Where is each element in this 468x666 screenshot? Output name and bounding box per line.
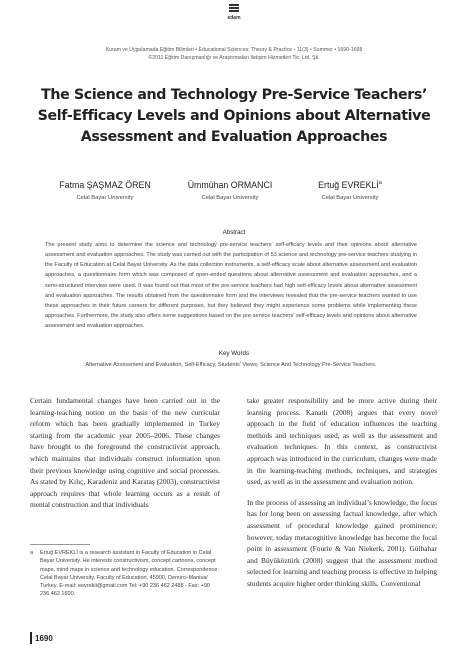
author-1	[55, 180, 155, 190]
article-title	[30, 85, 438, 148]
abstract-text: The present study aims to determine the science and technology pre-service teachers’ self-efficacy levels and their opinions about alternative assessment and evaluation approaches. The study was carried out with the participation of 53 science and technology pre-service teachers studying in the Faculty of Education at Celal Bayar University. As the data collection instruments, a self-efficacy scale about alternative assessment and evaluation approaches, a questionnaire form which was composed of open-ended questions about alternative assessment and evaluation approaches, and a semi-structured interview were used. It was found out that most of the pre-service teachers had high self-efficacy levels about alternative assessment and evaluation approaches. The results obtained from the questionnaire form and the interviews revealed that the pre-service teachers wanted to use these approaches in their future careers for different purposes, but they believed they might experience some problems while implementing these approaches. Furthermore, the study also offers some suggestions based on the pre-service teachers’ self-efficacy levels and opinions about alternative assessment and evaluation approaches.	[45, 242, 417, 330]
keywords-heading: Key Words	[218, 350, 250, 357]
author-footnote	[30, 549, 220, 599]
author-2-affiliation: Celal Bayar University	[201, 195, 259, 201]
page-number-bar	[30, 632, 32, 644]
abstract-heading: Abstract	[222, 229, 246, 236]
page-number: 1690	[35, 634, 53, 643]
author-name: Ertuğ EVREKLİ	[318, 180, 379, 190]
body-left-column	[30, 395, 220, 511]
journal-citation: Kuram ve Uygulamada Eğitim Bilimleri • Educational Sciences: Theory & Practice - 11(3) • Summer • 1690-1698	[105, 47, 363, 53]
author-1-affiliation: Celal Bayar University	[76, 195, 134, 201]
author-3-affiliation: Celal Bayar University	[321, 195, 379, 201]
title-line-1: The Science and Technology Pre-Service Teachers’	[41, 87, 427, 103]
footnote-marker: a	[30, 550, 34, 556]
body-paragraph: take greater responsibility and be more active during their learning process. Kanatlı (2008) argues that every novel approach in the field of education influences the teaching methods and techniques used, as well as the assessment and evaluation techniques. In this context, as constructivist approach was introduced in the curriculum, changes were made in the learning-teaching methods, techniques, and strategies used, as well as in the assessment and evaluation notion.	[247, 396, 437, 487]
author-2	[180, 180, 280, 190]
body-paragraph: Certain fundamental changes have been carried out in the learning-teaching notion on the basis of the new curricular reform which has been gradually implemented in Turkey starting from the academic year 2005–2006. These changes have brought to the foreground the constructivist approach, which maintains that individuals construct information upon their previous knowledge using cognitive and social processes. As stated by Kılıç, Karadeniz and Karataş (2003), constructivist approach requires that whole learning occurs as a result of mental construction and that individuals	[30, 396, 220, 510]
title-line-2: Self-Efficacy Levels and Opinions about Alternative	[37, 108, 431, 124]
body-right-column	[247, 395, 437, 599]
body-paragraph: In the process of assessing an individual’s knowledge, the focus has for long been on assessing factual knowledge, after which assessment of procedural knowledge gained prominence; however, today metacognitive knowledge has become the focal point in assessment (Fourie & Van Niekerk, 2001). Gülbahar and Büyüköztürk (2008) suggest that the assessment method selected for learning and teaching process is effective in helping students acquire higher order thinking skills. Conventional	[247, 497, 437, 588]
title-line-3: Assessment and Evaluation Approaches	[80, 129, 388, 145]
publisher-logo	[226, 4, 242, 26]
author-name: Fatma ŞAŞMAZ ÖREN	[59, 180, 151, 190]
footnote-text: Ertuğ EVREKLİ is a research assistant in Faculty of Education in Celal Bayar University. He interests constructivism, concept cartoons, concept maps, mind maps in science and technology education. Correspondence: Celal Bayar University, Faculty of Education, 45900, Demirci-Manisa/ Turkey. E-mail: eevrekli@gmail.com Tel: +90 236 462 2488 - Fax: +90 236 462 1600.	[40, 550, 219, 598]
keywords-text: Alternative Assessment and Evaluation, Self-Efficacy, Students’ Views, Science And Technology Pre-Service Teachers.	[85, 362, 377, 368]
footnote-divider	[30, 544, 90, 545]
author-3	[300, 180, 400, 190]
copyright-line: ©2011 Eğitim Danışmanlığı ve Araştırmaları İletişim Hizmetleri Tic. Ltd. Şti.	[148, 55, 320, 61]
logo-text: edam	[227, 15, 241, 21]
author-name: Ümmühan ORMANCI	[187, 180, 273, 190]
author-superscript: a	[378, 180, 382, 187]
